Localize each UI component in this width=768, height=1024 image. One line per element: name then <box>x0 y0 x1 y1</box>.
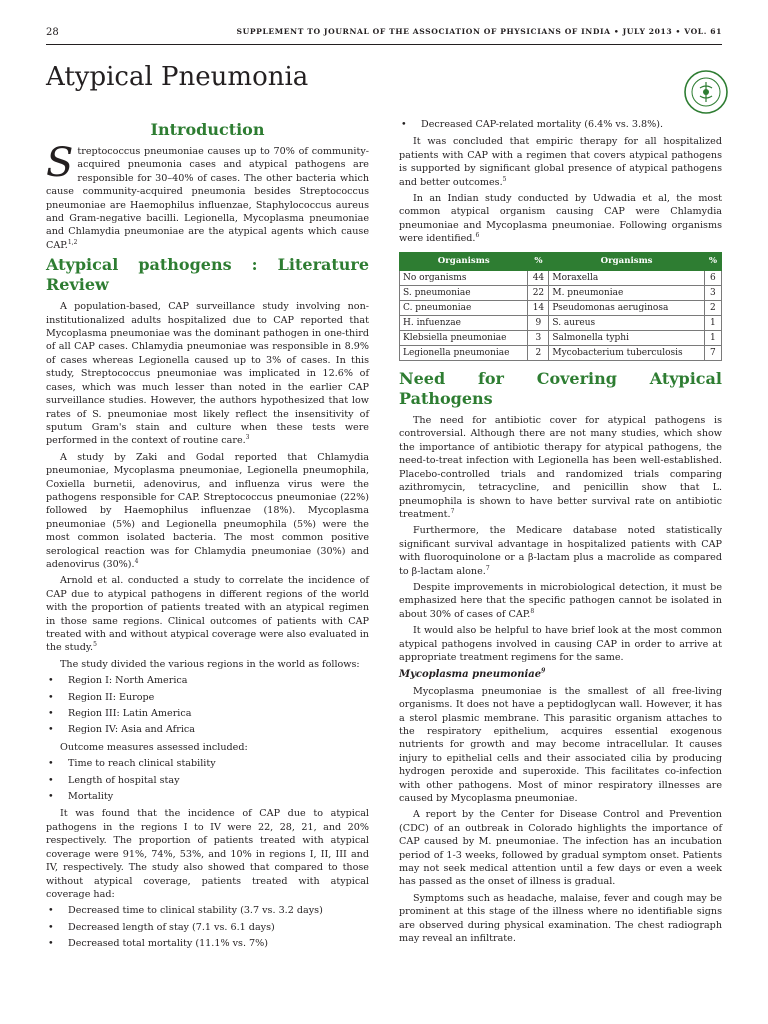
ref-superscript: 4 <box>134 557 139 565</box>
column-header: % <box>528 252 549 270</box>
table-row <box>400 316 722 331</box>
myco-paragraph-3: Symptoms such as headache, malaise, fever and cough may be prominent at this stage of the illness where no identifiable signs are observed during physical examination. The chest radiograph may reveal an infiltrate. <box>399 892 722 945</box>
page-number: 28 <box>46 27 59 38</box>
mycoplasma-heading <box>399 668 722 681</box>
table-row <box>400 331 722 346</box>
table-cell: C. pneumoniae <box>400 301 528 316</box>
introduction-heading: Introduction <box>150 120 265 139</box>
table-cell: S. aureus <box>549 316 704 331</box>
table-cell: Pseudomonas aeruginosa <box>549 301 704 316</box>
ref-superscript: 6 <box>475 232 480 240</box>
table-cell: Klebsiella pneumoniae <box>400 331 528 346</box>
lit-text-3: Arnold et al. conducted a study to correlate the incidence of CAP due to atypical pathogens in different regions of the world with the proportion of patients treated with an atypical regimen in those same regions. Clinical outcomes of patients with CAP treated with and without atypical coverage were also evaluated in the study. <box>46 575 369 654</box>
drop-cap: S <box>46 140 74 186</box>
need-paragraph-4: It would also be helpful to have brief look at the most common atypical pathogens involved in causing CAP in order to arrive at appropriate treatment regimens for the same. <box>399 625 722 663</box>
association-seal-icon <box>684 70 728 114</box>
ref-superscript: 7 <box>485 564 490 572</box>
ref-superscript: 5 <box>93 641 97 649</box>
column-header: Organisms <box>400 252 528 270</box>
right-column <box>399 118 722 949</box>
table-row <box>400 286 722 301</box>
table-row <box>400 271 722 286</box>
table-cell: 3 <box>704 286 721 301</box>
table-cell: M. pneumoniae <box>549 286 704 301</box>
table-cell: Legionella pneumoniae <box>400 346 528 361</box>
table-cell: 2 <box>704 301 721 316</box>
lit-text-2: A study by Zaki and Godal reported that Chlamydia pneumoniae, Mycoplasma pneumoniae, Legionella pneumophila, Coxiella burnetii, adenovirus, and influenza virus were the pathogens responsible for CAP. Streptococcus pneumoniae (22%) followed by Haemophilus influenzae (18%). Mycoplasma pneumoniae (5%) and Legionella pneumophila (5%) were the most common isolated bacteria. The most common positive serological reaction was for Chlamydia pneumoniae (30%) and adenovirus (30%). <box>46 451 369 570</box>
table-cell: 2 <box>528 346 549 361</box>
list-item: • Time to reach clinical stability <box>46 757 369 770</box>
lit-paragraph-1 <box>46 300 369 447</box>
table-cell: 1 <box>704 316 721 331</box>
table-cell: 44 <box>528 271 549 286</box>
outcomes-intro: Outcome measures assessed included: <box>60 741 248 753</box>
lit-paragraph-2 <box>46 451 369 572</box>
header-rule <box>46 44 722 45</box>
ref-superscript: 5 <box>502 175 507 183</box>
need-text-3: Despite improvements in microbiological detection, it must be emphasized here that the specific pathogen cannot be isolated in about 30% of cases of CAP. <box>399 581 722 620</box>
results-list-continued <box>399 118 722 131</box>
list-item: • Decreased time to clinical stability (3.7 vs. 3.2 days) <box>46 904 369 917</box>
column-header: % <box>704 252 721 270</box>
lit-paragraph-5: It was found that the incidence of CAP due to atypical pathogens in the regions I to IV were 22, 28, 21, and 20% respectively. The proportion of patients treated with atypical coverage were 91%, 74%, 53%, and 10% in regions I, II, III and IV, respectively. The study also showed that compared to those without atypical coverage, patients treated with atypical coverage had: <box>46 808 369 900</box>
table-cell: 9 <box>528 316 549 331</box>
need-paragraph-1 <box>399 414 722 521</box>
table-cell: H. infuenzae <box>400 316 528 331</box>
list-item: • Decreased total mortality (11.1% vs. 7%) <box>46 937 369 950</box>
column-header: Organisms <box>549 252 704 270</box>
outcomes-list <box>46 757 369 803</box>
list-item: • Region II: Europe <box>46 691 369 704</box>
results-list <box>46 904 369 950</box>
list-item: • Decreased CAP-related mortality (6.4% vs. 3.8%). <box>399 118 722 131</box>
lit-paragraph-4: The study divided the various regions in the world as follows: <box>60 658 360 670</box>
table-row <box>400 301 722 316</box>
intro-paragraph <box>46 140 369 252</box>
mycoplasma-heading-text: Mycoplasma pneumoniae <box>399 669 542 681</box>
myco-paragraph-2: A report by the Center for Disease Control and Prevention (CDC) of an outbreak in Colorado highlights the importance of CAP caused by M. pneumoniae. The infection has an incubation period of 1-3 weeks, followed by gradual symptom onset. Patients may not seek medical attention until a few days or even a week has passed as the onset of illness is gradual. <box>399 809 722 888</box>
table-row <box>400 346 722 361</box>
ref-superscript: 3 <box>245 434 250 442</box>
left-column <box>46 118 369 955</box>
ref-superscript: 7 <box>450 507 455 515</box>
need-paragraph-3 <box>399 581 722 621</box>
list-item: • Region IV: Asia and Africa <box>46 723 369 736</box>
indian-study-paragraph <box>399 192 722 246</box>
list-item: • Decreased length of stay (7.1 vs. 6.1 days) <box>46 921 369 934</box>
ref-superscript: 9 <box>541 668 546 676</box>
indian-study-text: In an Indian study conducted by Udwadia et al, the most common atypical organism causing CAP were Chlamydia pneumoniae and Mycoplasma pneumoniae. Following organisms were identified. <box>399 193 722 245</box>
table-header-row <box>400 252 722 270</box>
need-paragraph-2 <box>399 524 722 578</box>
seal-graphic <box>684 70 728 114</box>
list-item: • Region I: North America <box>46 674 369 687</box>
need-text-1: The need for antibiotic cover for atypical pathogens is controversial. Although there are not many studies, which show the importance of antibiotic therapy for atypical pathogens, the need-to-treat infection with Legionella has been well-established. Placebo-controlled trials and randomized trials comparing azithromycin, tetracycline, and penicillin show that L. pneumophila is shown to have better survival rate on antibiotic treatment. <box>399 415 722 520</box>
intro-text: treptococcus pneumoniae causes up to 70% of community-acquired pneumonia cases and atypical pathogens are responsible for 30–40% of cases. The other bacteria which cause community-acquired pneumonia besides Streptococcus pneumoniae are Haemophilus influenzae, Staphylococcus aureus and Gram-negative bacilli. Legionella, Mycoplasma pneumoniae and Chlamydia pneumoniae are the atypical agents which cause CAP. <box>46 146 369 251</box>
regions-list <box>46 674 369 737</box>
list-item: • Region III: Latin America <box>46 707 369 720</box>
list-item: • Length of hospital stay <box>46 774 369 787</box>
table-cell: 22 <box>528 286 549 301</box>
lit-text-1: A population-based, CAP surveillance study involving non-institutionalized adults hospitalized due to CAP reported that Mycoplasma pneumoniae was the dominant pathogen in one-third of all CAP cases. Chlamydia pneumoniae was responsible in 8.9% of cases whereas Legionella caused up to 3% of cases. In this study, Streptococcus pneumoniae was implicated in 12.6% of cases, which was much lesser than noted in the earlier CAP surveillance studies. However, the authors hypothesized that low rates of S. pneumoniae most likely reflect the insensitivity of sputum Gram's stain and culture when these tests were performed in the context of routine care. <box>46 301 369 447</box>
article-title: Atypical Pneumonia <box>46 62 309 92</box>
conclusion-paragraph <box>399 135 722 189</box>
table-cell: 6 <box>704 271 721 286</box>
ref-superscript: 1,2 <box>67 238 78 246</box>
lit-paragraph-3 <box>46 574 369 654</box>
table-cell: Salmonella typhi <box>549 331 704 346</box>
running-header: SUPPLEMENT TO JOURNAL OF THE ASSOCIATION OF PHYSICIANS OF INDIA • JULY 2013 • VOL. 61 <box>236 27 722 36</box>
table-cell: 14 <box>528 301 549 316</box>
table-cell: 1 <box>704 331 721 346</box>
table-cell: Mycobacterium tuberculosis <box>549 346 704 361</box>
table-cell: 7 <box>704 346 721 361</box>
literature-review-heading: Atypical pathogens : Literature Review <box>46 255 369 295</box>
ref-superscript: 8 <box>530 607 535 615</box>
need-heading: Need for Covering Atypical Pathogens <box>399 369 722 409</box>
list-item: • Mortality <box>46 790 369 803</box>
table-cell: S. pneumoniae <box>400 286 528 301</box>
need-text-2: Furthermore, the Medicare database noted statistically significant survival advantage in hospitalized patients with CAP with fluoroquinolone or a β-lactam plus a macrolide as compared to β-lactam alone. <box>399 525 722 577</box>
table-cell: Moraxella <box>549 271 704 286</box>
table-cell: No organisms <box>400 271 528 286</box>
organisms-table <box>399 252 722 361</box>
table-cell: 3 <box>528 331 549 346</box>
myco-paragraph-1: Mycoplasma pneumoniae is the smallest of all free-living organisms. It does not have a peptidoglycan wall. However, it has a sterol plasmic membrane. This parasitic organism attaches to the respiratory epithelium, acquires essential exogenous nutrients for growth and may become intracellular. It causes injury to epithelial cells and their associated cilia by producing hydrogen peroxide and superoxide. This facilitates co-infection with other pathogens. Most of minor respiratory illnesses are caused by Mycoplasma pneumoniae. <box>399 685 722 805</box>
conclusion-text: It was concluded that empiric therapy for all hospitalized patients with CAP with a regimen that covers atypical pathogens is supported by significant global presence of atypical pathogens and better outcomes. <box>399 136 722 188</box>
